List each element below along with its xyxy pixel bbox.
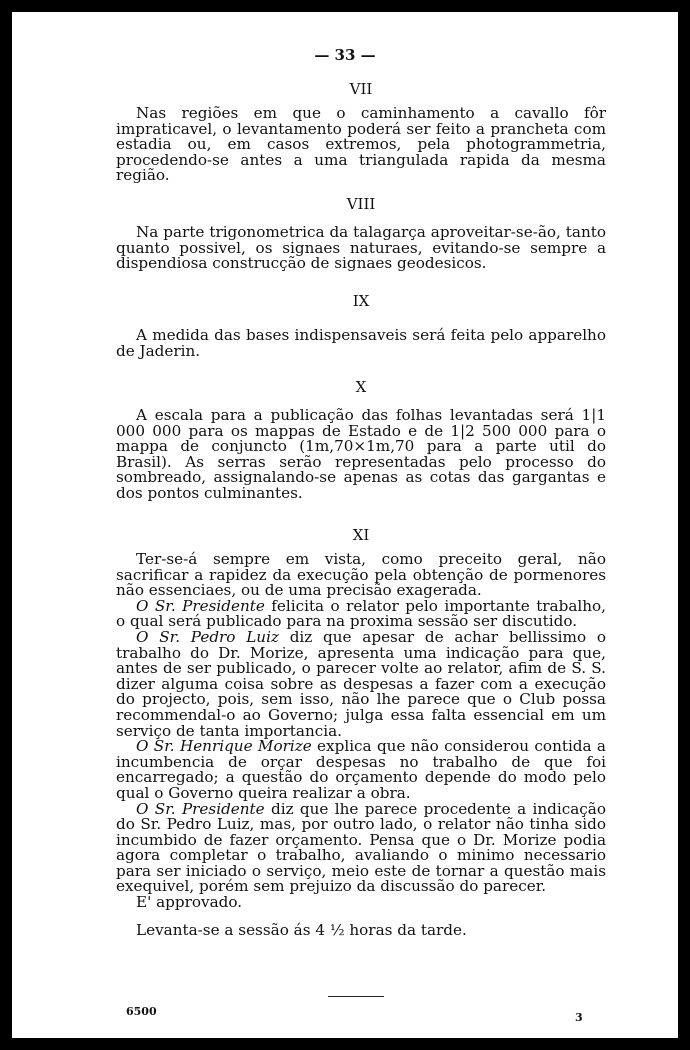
section-vii-body bbox=[116, 106, 606, 184]
section-viii-body bbox=[116, 225, 606, 272]
speaker-name: O Sr. Henrique Morize bbox=[136, 737, 312, 756]
section-heading-vii: VII bbox=[349, 80, 373, 98]
footer-signature-mark: 3 bbox=[575, 1011, 583, 1024]
paragraph bbox=[116, 596, 606, 631]
page-number: — 33 — bbox=[314, 46, 376, 64]
section-x-body bbox=[116, 408, 606, 502]
paragraph: Na parte trigonometrica da talagarça aproveitar-se-ão, tanto quanto possivel, os signaes naturaes, evitando-se sempre a dispendiosa construcção de signaes geodesicos. bbox=[116, 223, 606, 273]
paragraph bbox=[116, 799, 606, 896]
document-page bbox=[12, 12, 678, 1038]
speaker-name: O Sr. Presidente bbox=[136, 596, 265, 615]
paragraph: Nas regiões em que o caminhamento a cavallo fôr impraticavel, o levantamento poderá ser feito a prancheta com estadia ou, em casos extremos, pela photogrammetria, procedendo-se antes a uma triangulada rapida da mesma região. bbox=[116, 104, 606, 185]
speech-text: explica que não considerou contida a incumbencia de orçar despesas no trabalho de que foi encarregado; a questão do orçamento depende do modo pelo qual o Governo queira realizar a obra. bbox=[116, 737, 606, 802]
footer-rule bbox=[328, 996, 384, 997]
paragraph: E' approvado. bbox=[136, 893, 243, 912]
paragraph: A escala para a publicação das folhas levantadas será 1|1 000 000 para os mappas de Estado e de 1|2 500 000 para o mappa de conjuncto (1m,70×1m,70 para a parte util do Brasil). As serras serão representadas pelo processo do sombreado, assignalando-se apenas as cotas das gargantas e dos pontos culminantes. bbox=[116, 406, 606, 502]
paragraph bbox=[116, 739, 606, 801]
speaker-name: O Sr. Presidente bbox=[136, 799, 265, 818]
section-heading-viii: VIII bbox=[346, 195, 376, 213]
section-ix-body bbox=[116, 328, 606, 359]
section-xi-body bbox=[116, 552, 606, 938]
paragraph: A medida das bases indispensaveis será feita pelo apparelho de Jaderin. bbox=[116, 326, 606, 360]
speech-text: diz que apesar de achar bellissimo o trabalho do Dr. Morize, apresenta uma indicação para que, antes de ser publicado, o parecer volte ao relator, afim de S. S. dizer alguma coisa sobre as despesas a fazer com a execução do projecto, pois, sem isso, não lhe parece que o Club possa recommendal-o ao Governo; julga essa falta essencial em um serviço de tanta importancia. bbox=[116, 627, 606, 740]
speaker-name: O Sr. Pedro Luiz bbox=[136, 627, 279, 646]
paragraph bbox=[116, 627, 606, 740]
speech-text: diz que lhe parece procedente a indicação do Sr. Pedro Luiz, mas, por outro lado, o relator não tinha sido incumbido de fazer orçamento. Pensa que o Dr. Morize podia agora completar o trabalho, avaliando o minimo necessario para ser iniciado o serviço, meio este de tornar a questão mais exequivel, porém sem prejuizo da discussão do parecer. bbox=[116, 799, 606, 896]
section-heading-ix: IX bbox=[352, 292, 370, 310]
closing-line: Levanta-se a sessão ás 4 ½ horas da tarde. bbox=[136, 920, 467, 939]
section-heading-x: X bbox=[355, 378, 367, 396]
speech-text: felicita o relator pelo importante trabalho, o qual será publicado para na proxima sessão ser discutido. bbox=[116, 596, 606, 631]
section-heading-xi: XI bbox=[352, 526, 370, 544]
footer-print-number: 6500 bbox=[126, 1005, 157, 1018]
paragraph: Ter-se-á sempre em vista, como preceito geral, não sacrificar a rapidez da execução pela obtenção de pormenores não essenciaes, ou de uma precisão exagerada. bbox=[116, 550, 606, 600]
